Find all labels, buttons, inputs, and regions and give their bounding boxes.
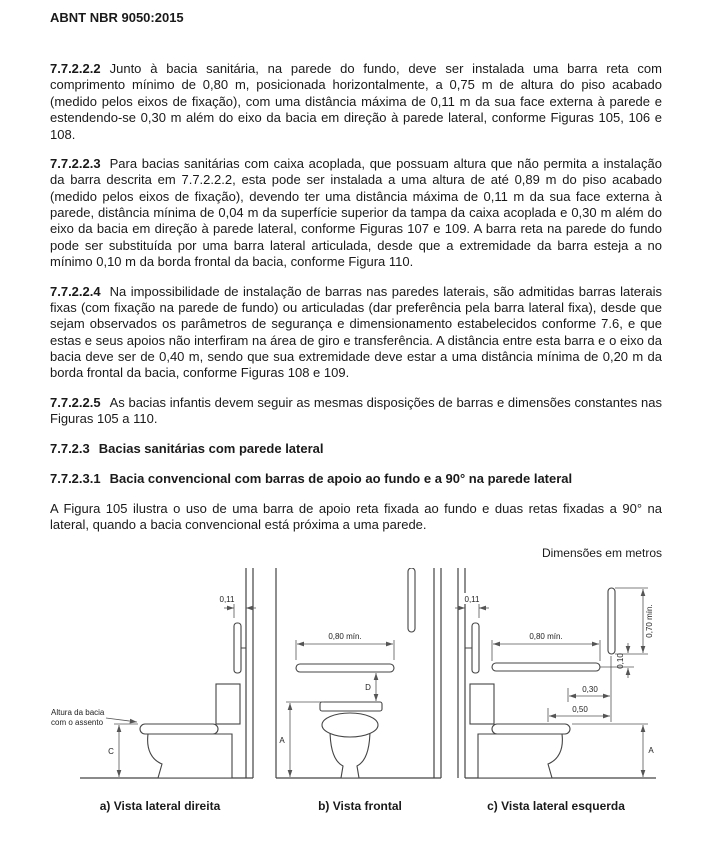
dim-label-0-11: 0,11 [464, 595, 480, 605]
paragraph-7-7-2-2-5 [50, 395, 662, 428]
heading-text: Bacias sanitárias com parede lateral [98, 440, 324, 456]
grab-bar-end-icon [465, 623, 479, 673]
dim-label-0-50: 0,50 [572, 705, 588, 715]
heading-text: Bacia convencional com barras de apoio ao fundo e a 90° na parede lateral [109, 470, 573, 486]
dim-label-0-11: 0,11 [219, 595, 235, 605]
back-wall-grab-bar-icon [296, 664, 394, 672]
dimension-0-11 [213, 593, 256, 618]
figure-105b-drawing [270, 568, 450, 793]
toilet-side-icon [470, 684, 570, 778]
clause-text: Na impossibilidade de instalação de barras nas paredes laterais, são admitidas barras laterais fixas (com fixação na parede de fundo) ou articuladas (dar preferência pela barra lateral fixa), desde que sejam observados os parâmetros de segurança e dimensionamento estabelecidos conforme 7.6, e que estas e seus apoios não interfiram na área de giro e transferência. A distância entre esta barra e o eixo da bacia deve ser de 0,40 m, sendo que sua extremidade deve estar a uma distância mínima de 0,20 m da borda frontal da bacia, conforme Figuras 108 e 109. [50, 283, 662, 381]
dimension-0-10 [600, 643, 634, 678]
dim-label-0-80: 0,80 mín. [529, 632, 563, 642]
figure-105b [270, 568, 450, 813]
paragraph-7-7-2-2-3 [50, 156, 662, 271]
dim-label-0-80: 0,80 mín. [328, 632, 362, 642]
toilet-side-icon [140, 684, 240, 778]
figure-105c-drawing [450, 568, 662, 793]
clause-number: 7.7.2.2.2 [50, 61, 101, 76]
dim-label-A: A [648, 746, 654, 756]
dimension-A [572, 724, 654, 777]
dim-label-0-30: 0,30 [582, 685, 598, 695]
clause-text: Para bacias sanitárias com caixa acoplada, que possuam altura que não permita a instalação da barra descrita em 7.7.2.2.2, esta pode ser instalada a uma altura de até 0,89 m do piso acabado (medido pelos eixos de fixação), devendo ter uma distância máxima de 0,11 m da sua face externa à parede, distância mínima de 0,04 m da superfície superior da tampa da caixa acoplada e 0,30 m além do eixo da bacia em direção à parede lateral, conforme Figuras 107 e 109. A barra reta na parede do fundo pode ser substituída por uma barra lateral articulada, desde que a extremidade da barra esteja a no mínimo 0,10 m da borda frontal da bacia, conforme Figura 110. [50, 155, 662, 270]
paragraph-7-7-2-2-2 [50, 61, 662, 143]
toilet-front-icon [320, 702, 382, 778]
dimensions-note: Dimensões em metros [541, 546, 662, 561]
intro-paragraph: A Figura 105 ilustra o uso de uma barra de apoio reta fixada ao fundo e duas retas fixadas a 90° na lateral, quando a bacia convencional está próxima a uma parede. [50, 500, 662, 532]
figure-105c [450, 568, 662, 813]
heading-number: 7.7.2.3.1 [50, 470, 101, 486]
horizontal-grab-bar-icon [492, 663, 600, 671]
clause-number: 7.7.2.2.3 [50, 155, 101, 171]
dim-label-A: A [279, 736, 285, 746]
dim-label-0-70: 0,70 mín. [645, 604, 654, 638]
heading-number: 7.7.2.3 [50, 440, 90, 456]
seat-height-label-line2: com o assento [51, 718, 104, 728]
heading-7-7-2-3-1 [50, 471, 662, 486]
figure-105b-caption: b) Vista frontal [318, 799, 402, 814]
doc-title: ABNT NBR 9050:2015 [50, 10, 184, 25]
dimension-0-70 [615, 588, 654, 654]
dim-label-0-10: 0,10 [616, 653, 625, 670]
dimension-D [362, 673, 376, 701]
clause-number: 7.7.2.2.4 [50, 283, 101, 299]
seat-height-label-line1: Altura da bacia [51, 708, 105, 718]
figure-105 [50, 568, 662, 813]
dimension-0-11 [455, 593, 489, 618]
figure-105a [50, 568, 270, 813]
heading-7-7-2-3 [50, 441, 662, 456]
dimension-0-80 [296, 630, 394, 660]
dimension-C [108, 724, 138, 777]
dimension-0-50 [548, 704, 610, 722]
grab-bar-end-icon [234, 623, 246, 673]
dimension-A [279, 702, 324, 777]
figure-105a-caption: a) Vista lateral direita [99, 799, 221, 814]
clause-number: 7.7.2.2.5 [50, 394, 101, 410]
vertical-grab-bar-icon [608, 588, 615, 654]
figure-105a-drawing [50, 568, 270, 793]
dim-label-D: D [365, 683, 371, 693]
vertical-grab-bar-icon [408, 568, 415, 632]
dimension-0-80 [492, 630, 600, 661]
clause-text: Junto à bacia sanitária, na parede do fundo, deve ser instalada uma barra reta com comprimento mínimo de 0,80 m, posicionada horizontalmente, a 0,75 m de altura do piso acabado (medido pelos eixos de fixação), com uma distância máxima de 0,11 m da sua face externa à parede e estendendo-se 0,30 m além do eixo da bacia em direção à parede lateral, conforme Figuras 105, 106 e 108. [50, 61, 662, 142]
clause-text: As bacias infantis devem seguir as mesmas disposições de barras e dimensões constantes nas Figuras 105 a 110. [50, 394, 662, 427]
dim-label-C: C [108, 747, 114, 757]
figure-105c-caption: c) Vista lateral esquerda [487, 799, 625, 814]
paragraph-7-7-2-2-4 [50, 284, 662, 382]
